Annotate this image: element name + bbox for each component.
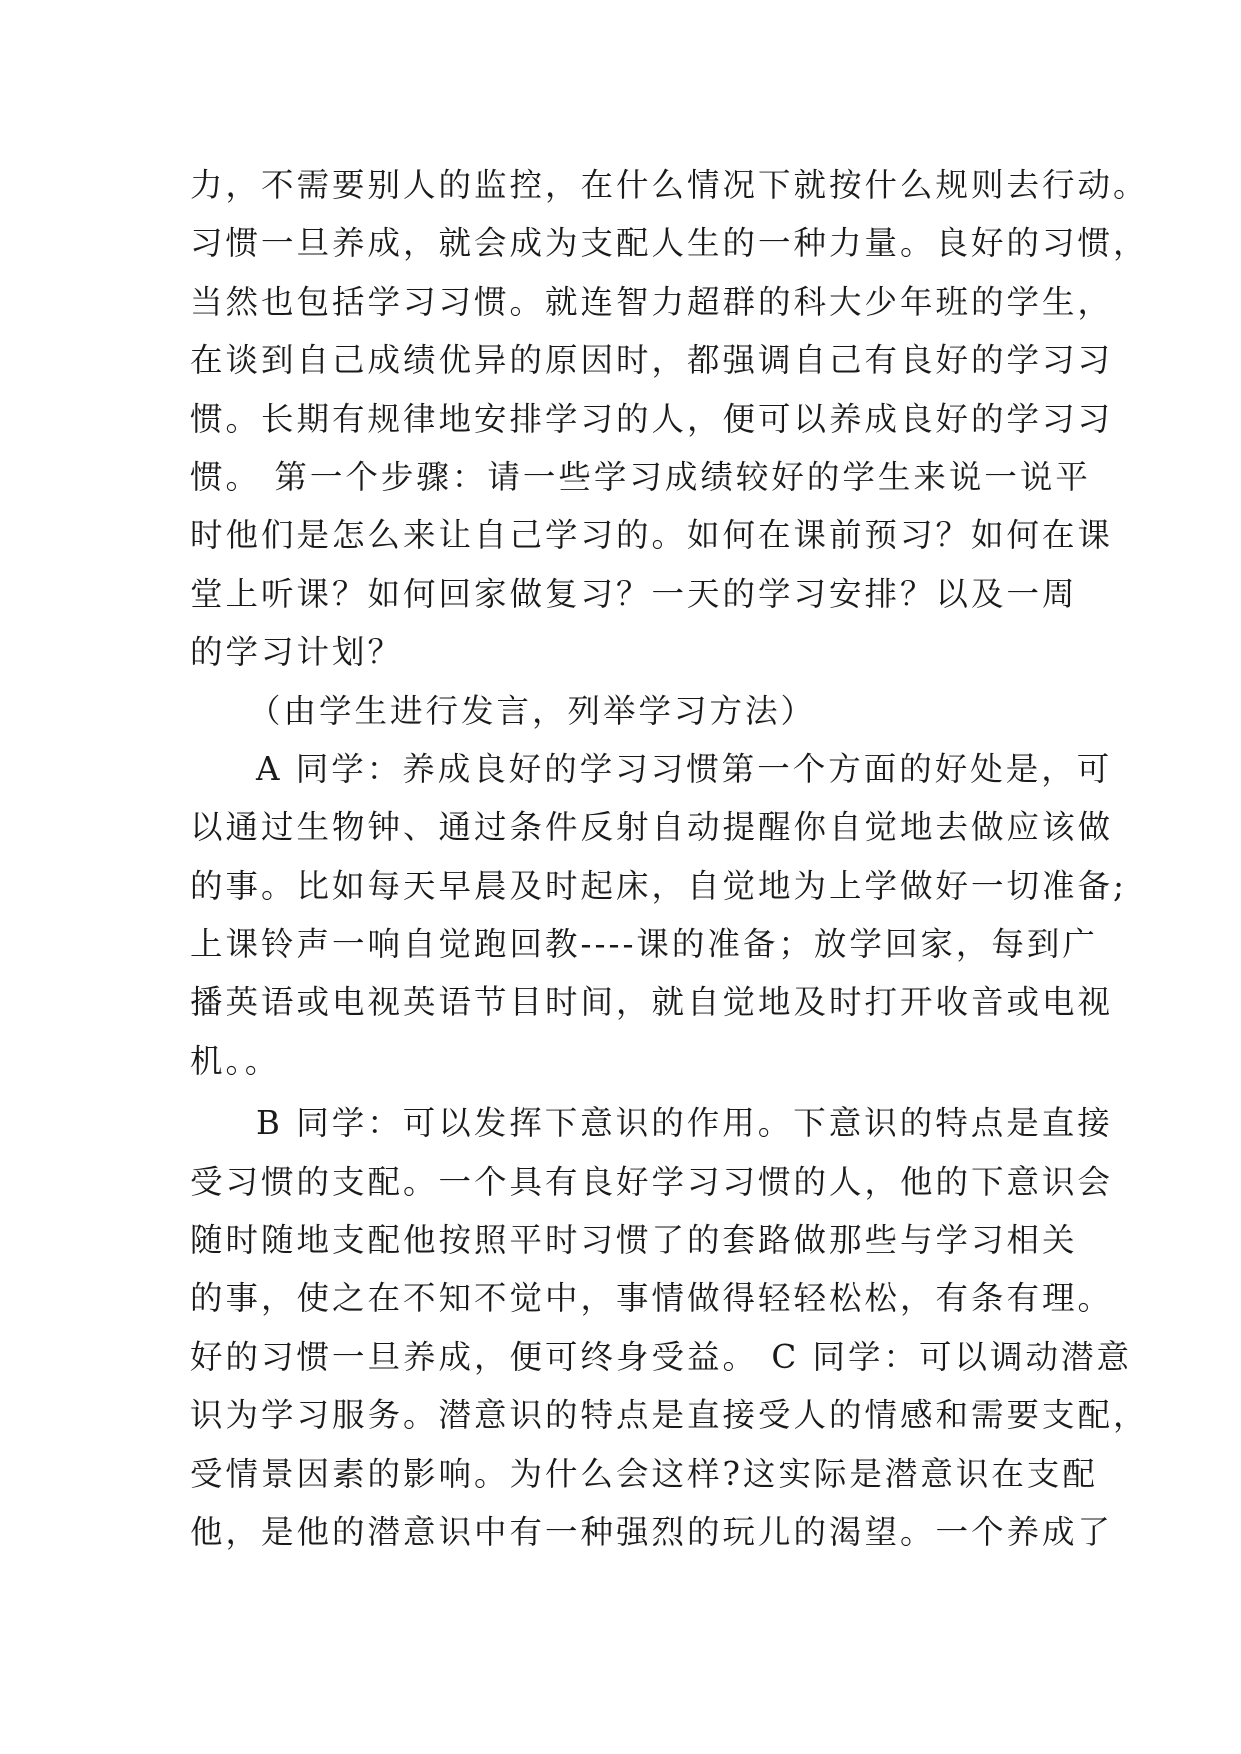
text-line: 当然也包括学习习惯。就连智力超群的科大少年班的学生， xyxy=(190,282,1114,321)
text-line: 的学习计划？ xyxy=(190,633,404,672)
text-line: 他，是他的潜意识中有一种强烈的玩儿的渴望。一个养成了 xyxy=(190,1512,1114,1551)
text-line: 的事，使之在不知不觉中，事情做得轻轻松松，有条有理。 xyxy=(190,1279,1114,1318)
paragraph-b-start: B 同学：可以发挥下意识的作用。下意识的特点是直接 xyxy=(256,1104,1113,1143)
text-line: 好的习惯一旦养成，便可终身受益。 C 同学：可以调动潜意 xyxy=(190,1337,1133,1376)
text-line: 以通过生物钟、通过条件反射自动提醒你自觉地去做应该做 xyxy=(190,808,1114,847)
text-line: 的事。比如每天早晨及时起床，自觉地为上学做好一切准备; xyxy=(190,866,1127,905)
text-line: 力，不需要别人的监控，在什么情况下就按什么规则去行动。 xyxy=(190,166,1149,204)
text-line: 机。。 xyxy=(190,1041,281,1080)
body-text xyxy=(190,156,1149,1561)
text-line: 时他们是怎么来让自己学习的。如何在课前预习？如何在课 xyxy=(190,516,1114,555)
text-line: 受情景因素的影响。为什么会这样?这实际是潜意识在支配 xyxy=(190,1454,1098,1493)
text-line: 随时随地支配他按照平时习惯了的套路做那些与学习相关 xyxy=(190,1221,1078,1260)
text-line: （由学生进行发言，列举学习方法） xyxy=(248,691,817,730)
text-line: 识为学习服务。潜意识的特点是直接受人的情感和需要支配， xyxy=(190,1396,1149,1435)
text-line: 堂上听课？如何回家做复习？一天的学习安排？以及一周 xyxy=(190,574,1078,613)
text-line: 惯。长期有规律地安排学习的人，便可以养成良好的学习习 xyxy=(190,399,1114,438)
text-line: 惯。 第一个步骤：请一些学习成绩较好的学生来说一说平 xyxy=(190,457,1091,496)
text-line: 播英语或电视英语节目时间，就自觉地及时打开收音或电视 xyxy=(190,983,1114,1022)
text-line: 习惯一旦养成，就会成为支配人生的一种力量。良好的习惯， xyxy=(190,224,1149,263)
text-line: 受习惯的支配。一个具有良好学习习惯的人，他的下意识会 xyxy=(190,1162,1114,1201)
paragraph-a-start: A 同学：养成良好的学习习惯第一个方面的好处是，可 xyxy=(256,749,1113,788)
text-line: 上课铃声一响自觉跑回教----课的准备；放学回家，每到广 xyxy=(190,925,1098,964)
text-line: 在谈到自己成绩优异的原因时，都强调自己有良好的学习习 xyxy=(190,341,1114,380)
